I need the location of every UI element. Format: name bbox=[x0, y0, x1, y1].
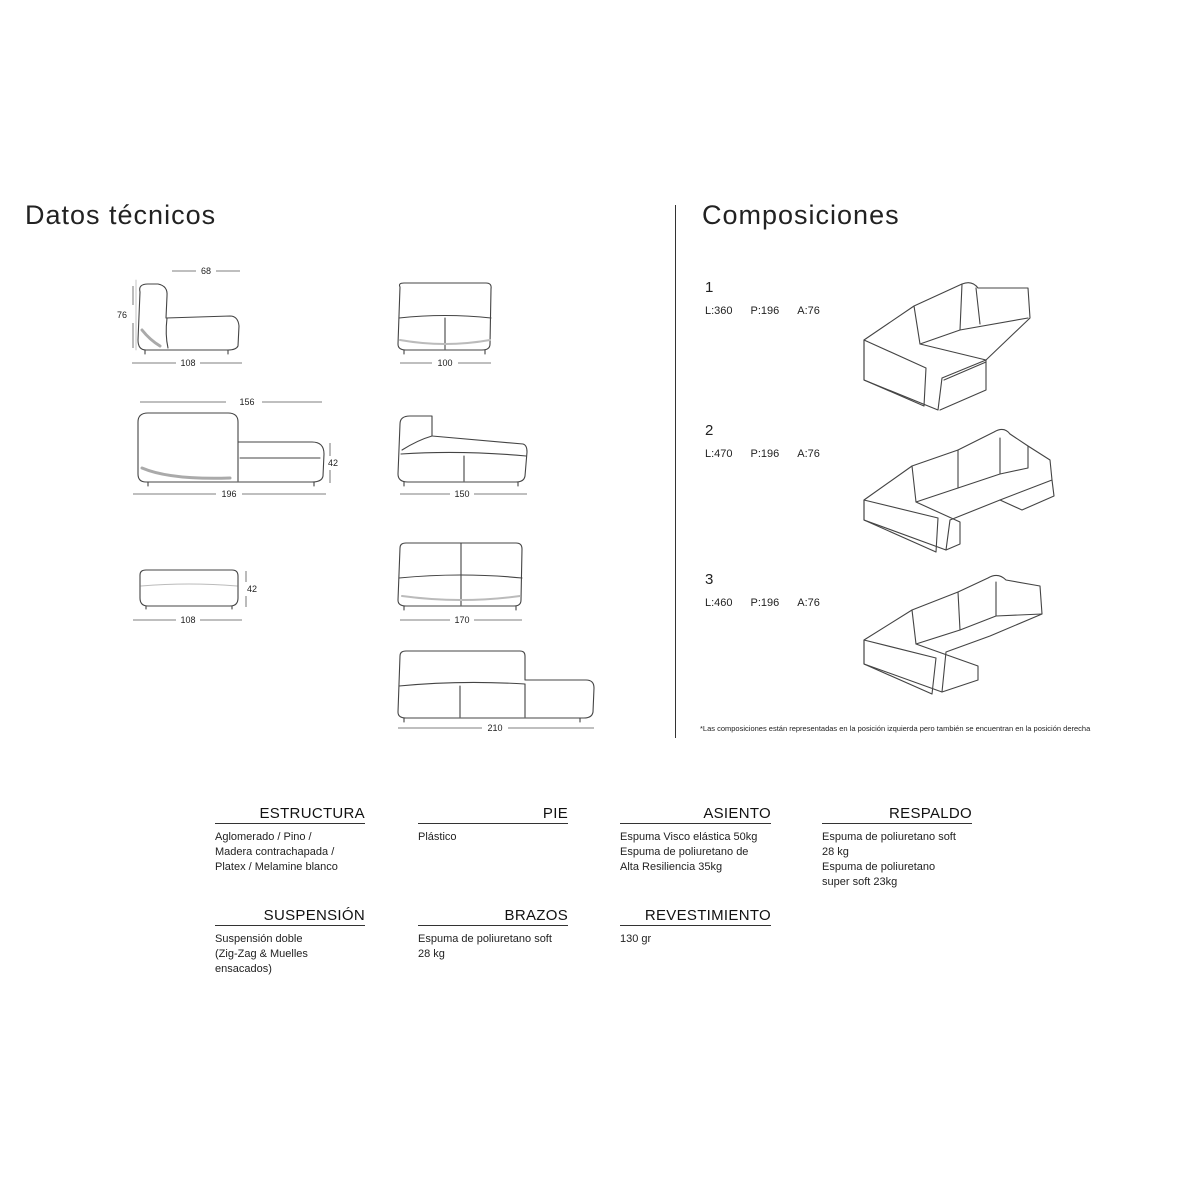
spec-brazos bbox=[418, 907, 568, 962]
spec-line: Alta Resiliencia 35kg bbox=[620, 861, 723, 873]
front-view-chaise-longue-drawing bbox=[398, 651, 594, 722]
dim-label-76: 76 bbox=[116, 310, 128, 320]
spec-line: Platex / Melamine blanco bbox=[215, 861, 338, 873]
spec-line: 28 kg bbox=[822, 846, 849, 858]
composition-drawings bbox=[850, 270, 1070, 720]
composition-number: 3 bbox=[705, 571, 714, 588]
composition-dimensions bbox=[705, 305, 838, 317]
spec-title: SUSPENSIÓN bbox=[215, 907, 365, 926]
spec-pie bbox=[418, 805, 568, 845]
spec-asiento bbox=[620, 805, 771, 875]
composition-height: A:76 bbox=[797, 597, 820, 609]
technical-drawings bbox=[0, 0, 675, 760]
spec-line: Espuma de poliuretano bbox=[822, 861, 936, 873]
spec-title: PIE bbox=[418, 805, 568, 824]
spec-line: Suspensión doble bbox=[215, 933, 303, 945]
section-title-datos-tecnicos: Datos técnicos bbox=[25, 200, 217, 230]
composition-length: L:360 bbox=[705, 305, 733, 317]
composition-number: 1 bbox=[705, 279, 714, 296]
dim-label-108: 108 bbox=[180, 615, 196, 625]
dim-label-170: 170 bbox=[454, 615, 470, 625]
composition-length: L:470 bbox=[705, 448, 733, 460]
spec-line: 28 kg bbox=[418, 948, 445, 960]
front-view-chair-drawing bbox=[398, 283, 491, 354]
side-view-chaise-drawing bbox=[138, 413, 324, 486]
spec-respaldo bbox=[822, 805, 972, 890]
composition-depth: P:196 bbox=[750, 305, 780, 317]
spec-line: Madera contrachapada / bbox=[215, 846, 335, 858]
spec-title: REVESTIMIENTO bbox=[620, 907, 771, 926]
spec-line: Aglomerado / Pino / bbox=[215, 831, 312, 843]
spec-line: Espuma de poliuretano de bbox=[620, 846, 749, 858]
composition-height: A:76 bbox=[797, 305, 820, 317]
dim-label-156: 156 bbox=[239, 397, 255, 407]
composition-height: A:76 bbox=[797, 448, 820, 460]
spec-line: Espuma de poliuretano soft bbox=[418, 933, 552, 945]
composition-depth: P:196 bbox=[750, 597, 780, 609]
dim-label-108: 108 bbox=[180, 358, 196, 368]
spec-title: ASIENTO bbox=[620, 805, 771, 824]
spec-estructura bbox=[215, 805, 365, 875]
front-view-arm-module-drawing bbox=[398, 416, 527, 486]
section-title-composiciones: Composiciones bbox=[702, 200, 900, 230]
dim-label-68: 68 bbox=[200, 266, 212, 276]
dim-label-150: 150 bbox=[454, 489, 470, 499]
dim-label-196: 196 bbox=[221, 489, 237, 499]
composition-dimensions bbox=[705, 597, 838, 609]
spec-line: 130 gr bbox=[620, 933, 652, 945]
spec-line: Plástico bbox=[418, 831, 457, 843]
spec-line: Espuma Visco elástica 50kg bbox=[620, 831, 758, 843]
dim-label-42: 42 bbox=[327, 458, 339, 468]
spec-revestimiento bbox=[620, 907, 771, 947]
front-view-two-seater-drawing bbox=[398, 543, 522, 610]
side-view-chair-drawing bbox=[136, 280, 239, 354]
vertical-divider bbox=[675, 205, 676, 738]
spec-title: RESPALDO bbox=[822, 805, 972, 824]
spec-line: super soft 23kg bbox=[822, 876, 898, 888]
composition-dimensions bbox=[705, 448, 838, 460]
dim-label-100: 100 bbox=[437, 358, 453, 368]
spec-title: BRAZOS bbox=[418, 907, 568, 926]
dim-label-42: 42 bbox=[246, 584, 258, 594]
spec-suspension bbox=[215, 907, 365, 977]
spec-line: (Zig-Zag & Muelles ensacados) bbox=[215, 948, 308, 975]
spec-line: Espuma de poliuretano soft bbox=[822, 831, 956, 843]
dim-label-210: 210 bbox=[487, 723, 503, 733]
composition-length: L:460 bbox=[705, 597, 733, 609]
composition-1-drawing bbox=[864, 283, 1030, 410]
spec-title: ESTRUCTURA bbox=[215, 805, 365, 824]
ottoman-drawing bbox=[140, 570, 238, 609]
composition-depth: P:196 bbox=[750, 448, 780, 460]
composition-3-drawing bbox=[864, 575, 1042, 694]
composition-2-drawing bbox=[864, 429, 1054, 552]
compositions-footnote: *Las composiciones están representadas en la posición izquierda pero también se encuentran en la posición derecha bbox=[700, 724, 1091, 733]
composition-number: 2 bbox=[705, 422, 714, 439]
